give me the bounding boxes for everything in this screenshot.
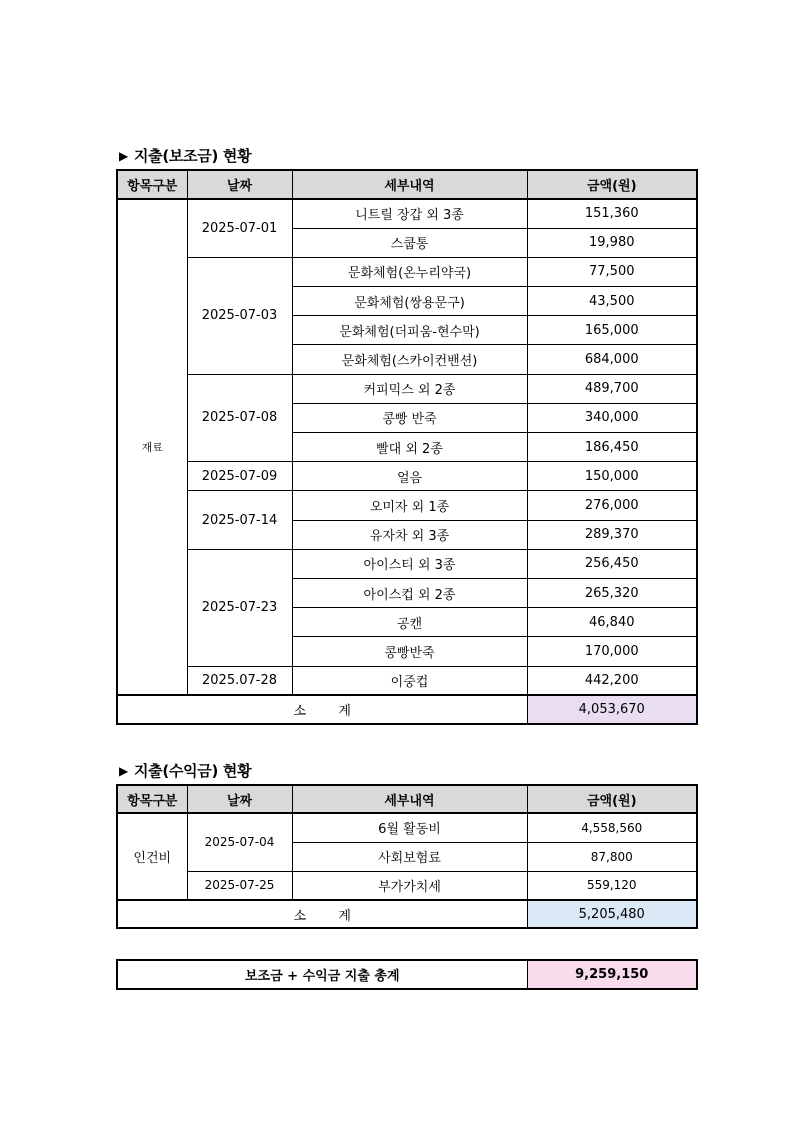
amount-cell: 19,980: [527, 228, 697, 257]
table-row: [117, 813, 697, 842]
table-row: [117, 257, 697, 286]
grand-total-value: 9,259,150: [527, 960, 697, 989]
subtotal-label: 소 계: [117, 695, 527, 724]
date-cell: 2025-07-04: [187, 813, 292, 871]
subtotal-row: [117, 900, 697, 928]
table-row: [117, 462, 697, 491]
amount-cell: 43,500: [527, 287, 697, 316]
grand-total-row: [117, 960, 697, 989]
header-date: 날짜: [187, 785, 292, 813]
amount-cell: 684,000: [527, 345, 697, 374]
detail-cell: 부가가치세: [292, 871, 527, 900]
detail-cell: 6월 활동비: [292, 813, 527, 842]
subtotal-value: 4,053,670: [527, 695, 697, 724]
amount-cell: 165,000: [527, 316, 697, 345]
amount-cell: 442,200: [527, 666, 697, 695]
date-cell: 2025-07-03: [187, 257, 292, 374]
detail-cell: 이중컵: [292, 666, 527, 695]
detail-cell: 니트릴 장갑 외 3종: [292, 199, 527, 228]
amount-cell: 256,450: [527, 549, 697, 578]
table-header-row: [117, 170, 697, 199]
header-detail: 세부내역: [292, 785, 527, 813]
subsidy-expense-table: [116, 169, 698, 725]
table-row: [117, 491, 697, 520]
amount-cell: 150,000: [527, 462, 697, 491]
table-row: [117, 871, 697, 900]
amount-cell: 289,370: [527, 520, 697, 549]
revenue-expense-table: [116, 784, 698, 929]
date-cell: 2025.07-28: [187, 666, 292, 695]
header-amount: 금액(원): [527, 170, 697, 199]
table-row: [117, 549, 697, 578]
detail-cell: 문화체험(스카이컨밴션): [292, 345, 527, 374]
subtotal-value: 5,205,480: [527, 900, 697, 928]
detail-cell: 아이스컵 외 2종: [292, 578, 527, 607]
category-cell: 재료: [117, 199, 187, 695]
subtotal-label: 소 계: [117, 900, 527, 928]
grand-total-label: 보조금 + 수익금 지출 총계: [117, 960, 527, 989]
date-cell: 2025-07-01: [187, 199, 292, 257]
detail-cell: 얼음: [292, 462, 527, 491]
detail-cell: 커피믹스 외 2종: [292, 374, 527, 403]
table-header-row: [117, 785, 697, 813]
amount-cell: 87,800: [527, 842, 697, 871]
detail-cell: 빨대 외 2종: [292, 433, 527, 462]
header-detail: 세부내역: [292, 170, 527, 199]
date-cell: 2025-07-14: [187, 491, 292, 549]
date-cell: 2025-07-23: [187, 549, 292, 666]
table-row: [117, 199, 697, 228]
amount-cell: 151,360: [527, 199, 697, 228]
detail-cell: 문화체험(온누리약국): [292, 257, 527, 286]
amount-cell: 46,840: [527, 608, 697, 637]
table-row: [117, 374, 697, 403]
amount-cell: 489,700: [527, 374, 697, 403]
section2-title: ▶ 지출(수익금) 현황: [119, 762, 252, 780]
amount-cell: 265,320: [527, 578, 697, 607]
detail-cell: 사회보험료: [292, 842, 527, 871]
detail-cell: 공캔: [292, 608, 527, 637]
table-row: [117, 666, 697, 695]
grand-total-table: [116, 959, 698, 990]
detail-cell: 문화체험(쌍용문구): [292, 287, 527, 316]
category-cell: 인건비: [117, 813, 187, 900]
detail-cell: 문화체험(더피움-현수막): [292, 316, 527, 345]
detail-cell: 콩빵반죽: [292, 637, 527, 666]
subtotal-row: [117, 695, 697, 724]
triangle-right-icon: ▶: [119, 149, 128, 163]
amount-cell: 170,000: [527, 637, 697, 666]
detail-cell: 오미자 외 1종: [292, 491, 527, 520]
amount-cell: 340,000: [527, 403, 697, 432]
detail-cell: 스쿱통: [292, 228, 527, 257]
date-cell: 2025-07-08: [187, 374, 292, 462]
date-cell: 2025-07-25: [187, 871, 292, 900]
header-date: 날짜: [187, 170, 292, 199]
amount-cell: 77,500: [527, 257, 697, 286]
section1-title: ▶ 지출(보조금) 현황: [119, 147, 252, 165]
header-category: 항목구분: [117, 785, 187, 813]
amount-cell: 559,120: [527, 871, 697, 900]
detail-cell: 콩빵 반죽: [292, 403, 527, 432]
detail-cell: 유자차 외 3종: [292, 520, 527, 549]
header-category: 항목구분: [117, 170, 187, 199]
header-amount: 금액(원): [527, 785, 697, 813]
detail-cell: 아이스티 외 3종: [292, 549, 527, 578]
amount-cell: 4,558,560: [527, 813, 697, 842]
amount-cell: 186,450: [527, 433, 697, 462]
amount-cell: 276,000: [527, 491, 697, 520]
date-cell: 2025-07-09: [187, 462, 292, 491]
triangle-right-icon: ▶: [119, 764, 128, 778]
